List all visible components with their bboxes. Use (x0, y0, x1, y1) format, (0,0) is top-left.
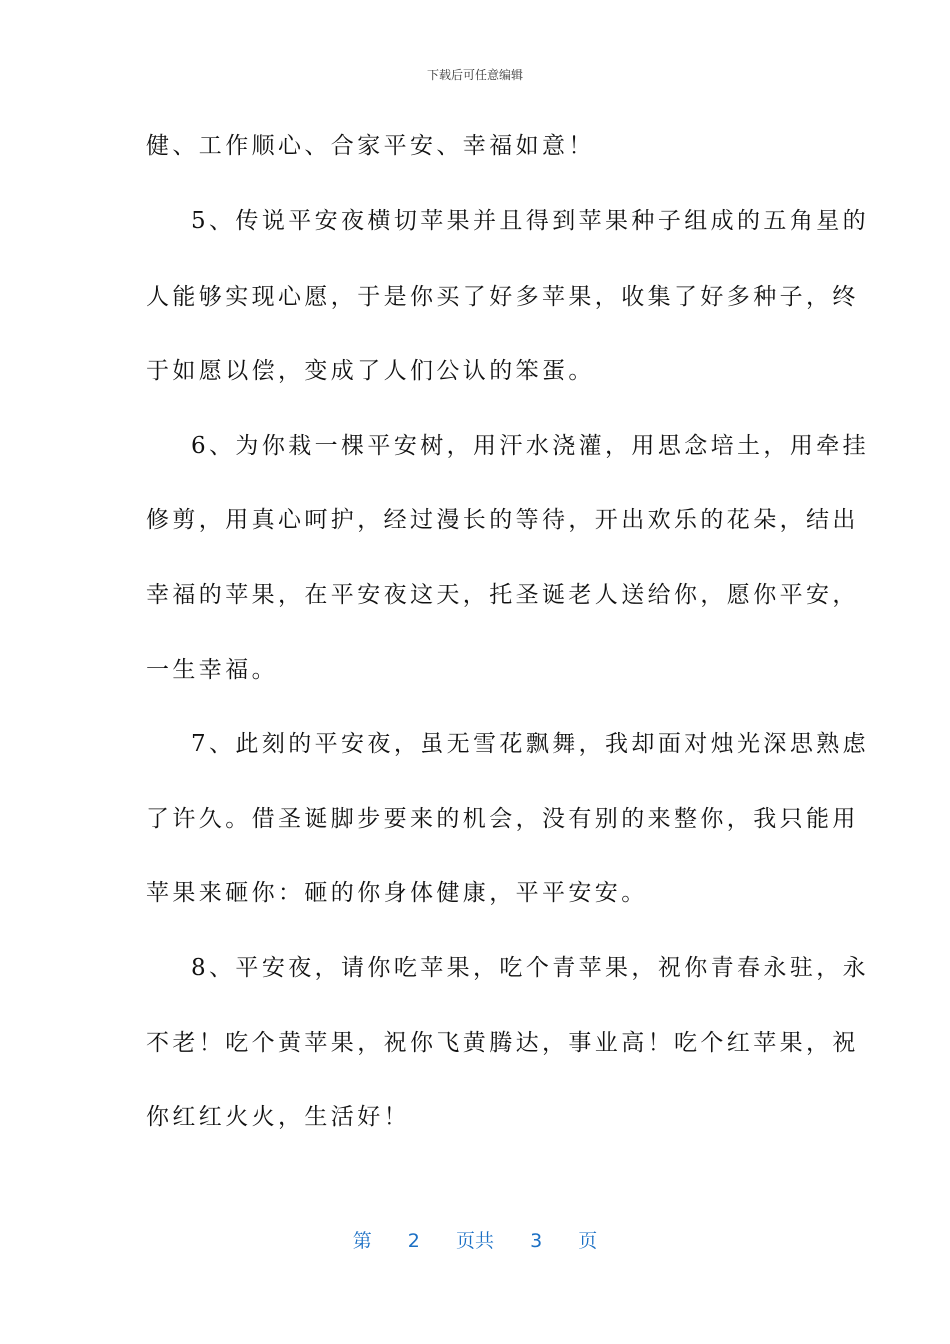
text-line: 健、工作顺心、合家平安、幸福如意！ (146, 133, 595, 159)
footer-middle: 页共 (455, 1230, 494, 1252)
text-line: 一生幸福。 (146, 657, 278, 683)
text-line: 不老！吃个黄苹果，祝你飞黄腾达，事业高！吃个红苹果，祝 (146, 1030, 859, 1056)
footer-total-pages: 3 (530, 1230, 543, 1252)
text-line: 你红红火火，生活好！ (146, 1104, 410, 1130)
text-line: 于如愿以偿，变成了人们公认的笨蛋。 (146, 358, 595, 384)
text-line: 8、平安夜，请你吃苹果，吃个青苹果，祝你青春永驻，永 (191, 955, 870, 981)
text-line: 7、此刻的平安夜，虽无雪花飘舞，我却面对烛光深思熟虑 (191, 731, 870, 757)
text-line: 修剪，用真心呵护，经过漫长的等待，开出欢乐的花朵，结出 (146, 507, 859, 533)
page-footer (0, 1226, 950, 1253)
text-line: 人能够实现心愿，于是你买了好多苹果，收集了好多种子，终 (146, 284, 859, 310)
header-note: 下载后可任意编辑 (426, 68, 523, 82)
text-line: 苹果来砸你：砸的你身体健康，平平安安。 (146, 880, 648, 906)
text-line: 幸福的苹果，在平安夜这天，托圣诞老人送给你，愿你平安， (146, 582, 859, 608)
text-line: 5、传说平安夜横切苹果并且得到苹果种子组成的五角星的 (191, 208, 870, 234)
footer-suffix: 页 (578, 1230, 598, 1252)
footer-current-page: 2 (407, 1230, 420, 1252)
footer-prefix: 第 (352, 1230, 372, 1252)
text-line: 6、为你栽一棵平安树，用汗水浇灌，用思念培土，用牵挂 (191, 433, 870, 459)
text-line: 了许久。借圣诞脚步要来的机会，没有别的来整你，我只能用 (146, 806, 859, 832)
